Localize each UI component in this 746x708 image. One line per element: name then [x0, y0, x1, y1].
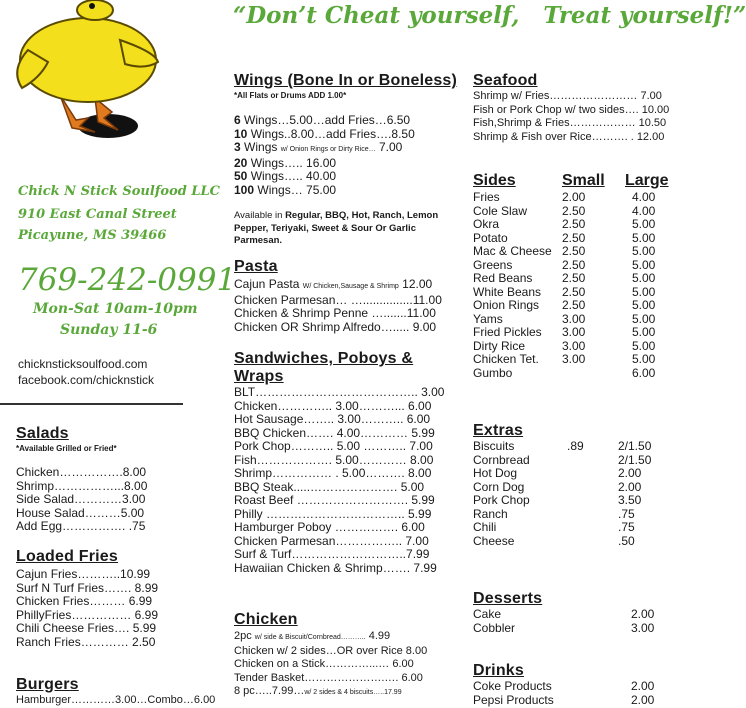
item-price: 2/1.50: [618, 452, 652, 467]
large-price: 5.00: [632, 217, 656, 231]
item-name: Gumbo: [473, 365, 513, 380]
item-price: .75: [618, 506, 635, 521]
small-price: 2.50: [562, 244, 586, 258]
menu-item: Surf N Turf Fries……. 8.99: [16, 580, 159, 595]
menu-item: [473, 272, 695, 286]
item-price: 2.00: [631, 607, 655, 621]
extras-list: [473, 440, 695, 548]
menu-item: [473, 299, 695, 313]
drinks-section: [473, 662, 695, 707]
item-name: Red Beans: [473, 271, 533, 285]
menu-item: [473, 205, 695, 219]
menu-item: Shrimp…………… . 5.00………. 8.00: [234, 466, 432, 480]
large-price: 4.00: [632, 203, 656, 218]
unit-price: .89: [567, 439, 584, 453]
menu-item: [473, 454, 695, 468]
item-name: Hot Dog: [473, 466, 518, 480]
menu-item: Surf & Turf………………………..7.99: [234, 547, 430, 561]
small-price: 3.00: [562, 338, 586, 353]
item-name: White Beans: [473, 284, 542, 299]
small-price: 2.50: [562, 230, 586, 245]
menu-item: Cajun Pasta W/ Chicken,Sausage & Shrimp 12.00: [234, 277, 433, 291]
menu-item: BBQ Steak.....…………………. 5.00: [234, 479, 425, 494]
item-name: Dirty Rice: [473, 338, 526, 353]
seafood-list: [473, 90, 695, 144]
item-price: 2.00: [618, 479, 642, 494]
sides-section: [473, 172, 695, 380]
menu-item: Fish,Shrimp & Fries……………… 10.50: [473, 117, 667, 129]
item-name: Chili: [473, 520, 497, 534]
menu-item: 6 Wings…5.00…add Fries…6.50: [234, 113, 411, 127]
menu-item: 20 Wings….. 16.00: [234, 155, 337, 170]
item-price: 2/1.50: [618, 439, 652, 453]
chicken-section: [234, 611, 466, 700]
sides-small-label: Small: [562, 172, 605, 189]
small-price: 2.50: [562, 271, 586, 285]
menu-item: Chicken…………….8.00: [16, 465, 147, 479]
tagline: [233, 2, 746, 29]
menu-item: Roast Beef ………………………. 5.99: [234, 493, 435, 507]
menu-item: Shrimp & Fish over Rice………. . 12.00: [473, 130, 665, 143]
chicken-title: Chicken: [234, 611, 298, 628]
wings-flavors: Available in Regular, BBQ, Hot, Ranch, Lemon Pepper, Teriyaki, Sweet & Sour Or Garlic Parmesan.: [234, 210, 439, 246]
menu-item: [473, 191, 695, 205]
menu-item: Hot Sausage…….. 3.00……….. 6.00: [234, 412, 431, 426]
business-phone[interactable]: 769-242-0991: [18, 262, 237, 298]
item-name: Cheese: [473, 533, 515, 548]
menu-item: Ranch Fries………… 2.50: [16, 634, 156, 649]
seafood-section: [473, 72, 695, 144]
item-price: 2.00: [631, 679, 655, 693]
wings-note: *All Flats or Drums ADD 1.00*: [234, 91, 347, 100]
menu-item: [473, 340, 695, 354]
menu-item: Chili Cheese Fries…. 5.99: [16, 621, 157, 635]
loaded-fries-title: Loaded Fries: [16, 548, 118, 565]
item-price: 2.00: [631, 692, 655, 707]
menu-item: Chicken………….. 3.00………... 6.00: [234, 398, 432, 413]
pasta-section: [234, 258, 466, 334]
menu-item: House Salad………5.00: [16, 505, 145, 520]
menu-item: Hamburger…………3.00…Combo…6.00: [16, 694, 216, 706]
large-price: 5.00: [632, 352, 656, 366]
item-name: Cornbread: [473, 452, 530, 467]
sandwiches-list: [234, 386, 466, 575]
menu-item: [473, 508, 695, 522]
menu-item: [473, 367, 695, 381]
large-price: 6.00: [632, 365, 656, 380]
menu-item: [473, 622, 695, 636]
item-price: 3.00: [631, 620, 655, 635]
small-price: 2.00: [562, 190, 586, 204]
extras-title: Extras: [473, 422, 524, 439]
menu-item: [473, 353, 695, 367]
menu-item: Pork Chop……….. 5.00 ……….. 7.00: [234, 439, 433, 453]
desserts-title: Desserts: [473, 590, 543, 607]
pasta-title: Pasta: [234, 258, 278, 275]
business-city: Picayune, MS 39466: [18, 228, 167, 243]
burgers-title: Burgers: [16, 676, 79, 693]
item-price: 3.50: [618, 493, 642, 507]
menu-item: Shrimp w/ Fries…………………… 7.00: [473, 90, 662, 102]
menu-item: 10 Wings..8.00…add Fries….8.50: [234, 126, 415, 141]
small-price: 2.50: [562, 298, 586, 312]
extras-section: [473, 422, 695, 548]
menu-item: [473, 608, 695, 622]
item-name: Biscuits: [473, 439, 515, 453]
menu-item: [473, 535, 695, 549]
menu-item: [473, 286, 695, 300]
business-name: Chick N Stick Soulfood LLC: [18, 184, 221, 199]
item-price: 2.00: [618, 466, 642, 480]
item-name: Greens: [473, 257, 513, 272]
small-price: 2.50: [562, 257, 586, 272]
menu-item: [473, 494, 695, 508]
item-name: Coke Products: [473, 679, 552, 693]
item-name: Cole Slaw: [473, 203, 528, 218]
menu-item: BBQ Chicken……. 4.00………… 5.99: [234, 425, 435, 440]
large-price: 5.00: [632, 338, 656, 353]
item-name: Pepsi Products: [473, 692, 554, 707]
sides-title: Sides: [473, 172, 516, 189]
menu-item: Side Salad…………3.00: [16, 492, 146, 506]
large-price: 5.00: [632, 271, 656, 285]
salads-title: Salads: [16, 425, 69, 442]
menu-item: Shrimp……………...8.00: [16, 478, 148, 493]
website-link[interactable]: chicknsticksoulfood.com: [18, 357, 148, 371]
menu-item: 50 Wings….. 40.00: [234, 169, 337, 183]
chicken-list: [234, 630, 466, 700]
menu-item: Chicken Parmesan…………….. 7.00: [234, 533, 429, 548]
wings-list: [234, 114, 466, 197]
item-name: Onion Rings: [473, 298, 540, 312]
sides-header: [473, 172, 695, 191]
menu-item: [473, 326, 695, 340]
item-price: .50: [618, 533, 635, 548]
salads-section: [16, 425, 186, 534]
item-name: Mac & Cheese: [473, 244, 552, 258]
small-price: 2.50: [562, 203, 586, 218]
menu-item: [473, 680, 695, 694]
menu-item: Philly …………………………….. 5.99: [234, 506, 432, 521]
small-price: 2.50: [562, 217, 586, 231]
menu-item: Chicken on a Stick…………...… 6.00: [234, 658, 414, 670]
menu-item: Fish or Pork Chop w/ two sides…. 10.00: [473, 103, 670, 116]
large-price: 4.00: [632, 190, 656, 204]
menu-item: Fish………………. 5.00………… 8.00: [234, 452, 434, 467]
menu-item: Hawaiian Chicken & Shrimp……. 7.99: [234, 560, 437, 575]
small-price: 2.50: [562, 284, 586, 299]
business-street: 910 East Canal Street: [18, 207, 177, 222]
menu-item: Cajun Fries………..10.99: [16, 567, 151, 581]
item-name: Potato: [473, 230, 508, 245]
menu-item: Chicken Fries……… 6.99: [16, 594, 153, 608]
menu-item: [473, 521, 695, 535]
menu-item: Chicken w/ 2 sides…OR over Rice 8.00: [234, 644, 428, 657]
menu-item: Chicken Parmesan… …...............11.00: [234, 292, 442, 307]
item-name: Pork Chop: [473, 493, 530, 507]
menu-item: [473, 313, 695, 327]
small-price: 3.00: [562, 352, 586, 366]
sides-list: [473, 191, 695, 380]
facebook-link[interactable]: facebook.com/chicknstick: [18, 373, 155, 387]
tagline-left: “Don’t Cheat yourself,: [233, 2, 520, 29]
menu-item: Hamburger Poboy ……………. 6.00: [234, 520, 425, 534]
small-price: 3.00: [562, 325, 586, 339]
wings-title: Wings (Bone In or Boneless): [234, 72, 458, 89]
menu-item: Tender Basket………………….…. 6.00: [234, 671, 423, 684]
menu-item: Chicken OR Shrimp Alfredo…..... 9.00: [234, 319, 437, 334]
business-hours-weekdays: Mon-Sat 10am-10pm: [33, 301, 198, 317]
chick-mascot-illustration: [0, 0, 180, 145]
item-name: Fried Pickles: [473, 325, 542, 339]
menu-item: 8 pc…..7.99…w/ 2 sides & 4 biscuits…..17.99: [234, 685, 402, 697]
business-hours-sunday: Sunday 11-6: [60, 322, 158, 338]
menu-item: 2pc w/ side & Biscuit/Cornbread……….. 4.99: [234, 630, 391, 642]
item-name: Yams: [473, 311, 503, 326]
menu-item: BLT………………………………….. 3.00: [234, 385, 445, 399]
drinks-title: Drinks: [473, 662, 524, 679]
desserts-section: [473, 590, 695, 635]
desserts-list: [473, 608, 695, 635]
salads-list: [16, 466, 186, 534]
large-price: 5.00: [632, 257, 656, 272]
menu-item: 3 Wings w/ Onion Rings or Dirty Rice… 7.00: [234, 140, 403, 154]
menu-item: [473, 259, 695, 273]
menu-item: [473, 218, 695, 232]
menu-item: [473, 694, 695, 708]
large-price: 5.00: [632, 284, 656, 299]
sandwiches-section: [234, 350, 466, 575]
sides-large-label: Large: [625, 172, 669, 189]
large-price: 5.00: [632, 298, 656, 312]
large-price: 5.00: [632, 230, 656, 245]
small-price: 3.00: [562, 311, 586, 326]
pasta-list: [234, 278, 466, 334]
drinks-list: [473, 680, 695, 707]
item-name: Ranch: [473, 506, 508, 521]
item-name: Corn Dog: [473, 479, 525, 494]
loaded-fries-list: [16, 568, 186, 649]
menu-item: Add Egg……………. .75: [16, 519, 146, 533]
menu-item: [473, 245, 695, 259]
menu-item: [473, 467, 695, 481]
seafood-title: Seafood: [473, 72, 538, 89]
menu-item: PhillyFries…………… 6.99: [16, 607, 159, 622]
menu-item: [473, 232, 695, 246]
item-name: Cake: [473, 607, 502, 621]
item-name: Okra: [473, 217, 500, 231]
burgers-section: [16, 676, 216, 708]
large-price: 5.00: [632, 311, 656, 326]
divider-line: [0, 403, 183, 405]
menu-item: [473, 481, 695, 495]
menu-item: 100 Wings… 75.00: [234, 182, 337, 197]
large-price: 5.00: [632, 325, 656, 339]
item-name: Fries: [473, 190, 500, 204]
item-name: Chicken Tet.: [473, 352, 539, 366]
menu-item: [473, 440, 695, 454]
large-price: 5.00: [632, 244, 656, 258]
menu-item: Chicken & Shrimp Penne ….......11.00: [234, 306, 436, 320]
wings-section: [234, 72, 466, 248]
sandwiches-title: Sandwiches, Poboys & Wraps: [234, 350, 414, 385]
salads-note: *Available Grilled or Fried*: [16, 444, 117, 453]
item-name: Cobbler: [473, 620, 516, 635]
item-price: .75: [618, 520, 635, 534]
tagline-right: Treat yourself!”: [543, 2, 746, 29]
loaded-fries-section: [16, 548, 186, 649]
